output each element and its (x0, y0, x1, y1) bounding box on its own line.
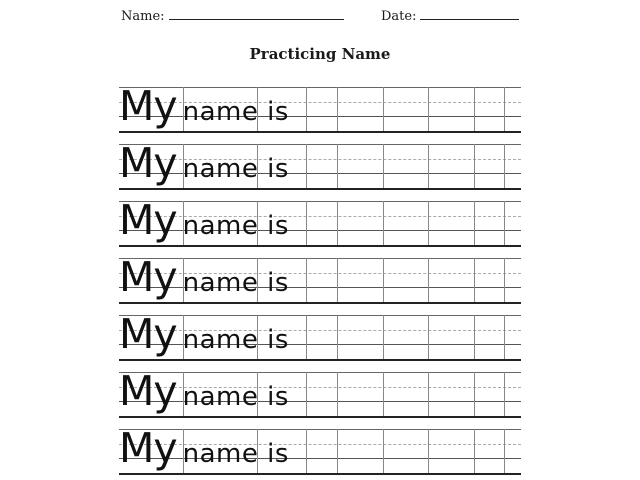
trace-word-my: My (119, 424, 177, 472)
grid-column-line (474, 372, 475, 416)
practice-row[interactable] (119, 310, 521, 361)
grid-column-line (504, 144, 505, 188)
trace-text (119, 140, 289, 195)
grid-column-line (337, 315, 338, 359)
grid-column-line (504, 429, 505, 473)
trace-word-my: My (119, 253, 177, 301)
trace-text (119, 425, 289, 480)
grid-column-line (504, 87, 505, 131)
grid-column-line (428, 372, 429, 416)
trace-word-name-is: name is (182, 154, 289, 184)
grid-column-line (474, 144, 475, 188)
trace-word-my: My (119, 310, 177, 358)
grid-column-line (306, 144, 307, 188)
grid-column-line (504, 315, 505, 359)
trace-word-my: My (119, 196, 177, 244)
worksheet-title: Practicing Name (249, 45, 391, 63)
practice-row[interactable] (119, 196, 521, 247)
trace-word-name-is: name is (182, 268, 289, 298)
date-blank-line[interactable] (420, 7, 519, 20)
grid-column-line (474, 429, 475, 473)
grid-column-line (428, 429, 429, 473)
grid-column-line (428, 258, 429, 302)
grid-column-line (428, 201, 429, 245)
trace-word-my: My (119, 139, 177, 187)
practice-row[interactable] (119, 139, 521, 190)
grid-column-line (306, 429, 307, 473)
grid-column-line (306, 315, 307, 359)
trace-text (119, 254, 289, 309)
grid-column-line (474, 201, 475, 245)
practice-row[interactable] (119, 82, 521, 133)
trace-word-name-is: name is (182, 97, 289, 127)
name-blank-line[interactable] (169, 7, 344, 20)
grid-column-line (383, 258, 384, 302)
grid-column-line (306, 258, 307, 302)
trace-word-name-is: name is (182, 211, 289, 241)
practice-row[interactable] (119, 424, 521, 475)
grid-column-line (474, 87, 475, 131)
grid-column-line (337, 87, 338, 131)
date-label: Date: (381, 9, 417, 24)
practice-row[interactable] (119, 253, 521, 304)
grid-column-line (383, 201, 384, 245)
grid-column-line (306, 87, 307, 131)
trace-word-my: My (119, 82, 177, 130)
grid-column-line (504, 258, 505, 302)
grid-column-line (337, 144, 338, 188)
grid-column-line (306, 372, 307, 416)
trace-word-name-is: name is (182, 325, 289, 355)
grid-column-line (474, 315, 475, 359)
trace-word-name-is: name is (182, 382, 289, 412)
grid-column-line (383, 429, 384, 473)
grid-column-line (474, 258, 475, 302)
grid-column-line (383, 87, 384, 131)
trace-text (119, 197, 289, 252)
grid-column-line (337, 201, 338, 245)
trace-text (119, 83, 289, 138)
name-field[interactable] (121, 7, 344, 25)
grid-column-line (337, 372, 338, 416)
grid-column-line (428, 315, 429, 359)
grid-column-line (504, 201, 505, 245)
grid-column-line (428, 144, 429, 188)
grid-column-line (504, 372, 505, 416)
date-field[interactable] (381, 7, 519, 25)
grid-column-line (383, 315, 384, 359)
name-label: Name: (121, 9, 165, 24)
grid-column-line (428, 87, 429, 131)
grid-column-line (383, 372, 384, 416)
trace-text (119, 311, 289, 366)
grid-column-line (383, 144, 384, 188)
grid-column-line (306, 201, 307, 245)
trace-text (119, 368, 289, 423)
trace-word-my: My (119, 367, 177, 415)
grid-column-line (337, 429, 338, 473)
grid-column-line (337, 258, 338, 302)
trace-word-name-is: name is (182, 439, 289, 469)
practice-row[interactable] (119, 367, 521, 418)
